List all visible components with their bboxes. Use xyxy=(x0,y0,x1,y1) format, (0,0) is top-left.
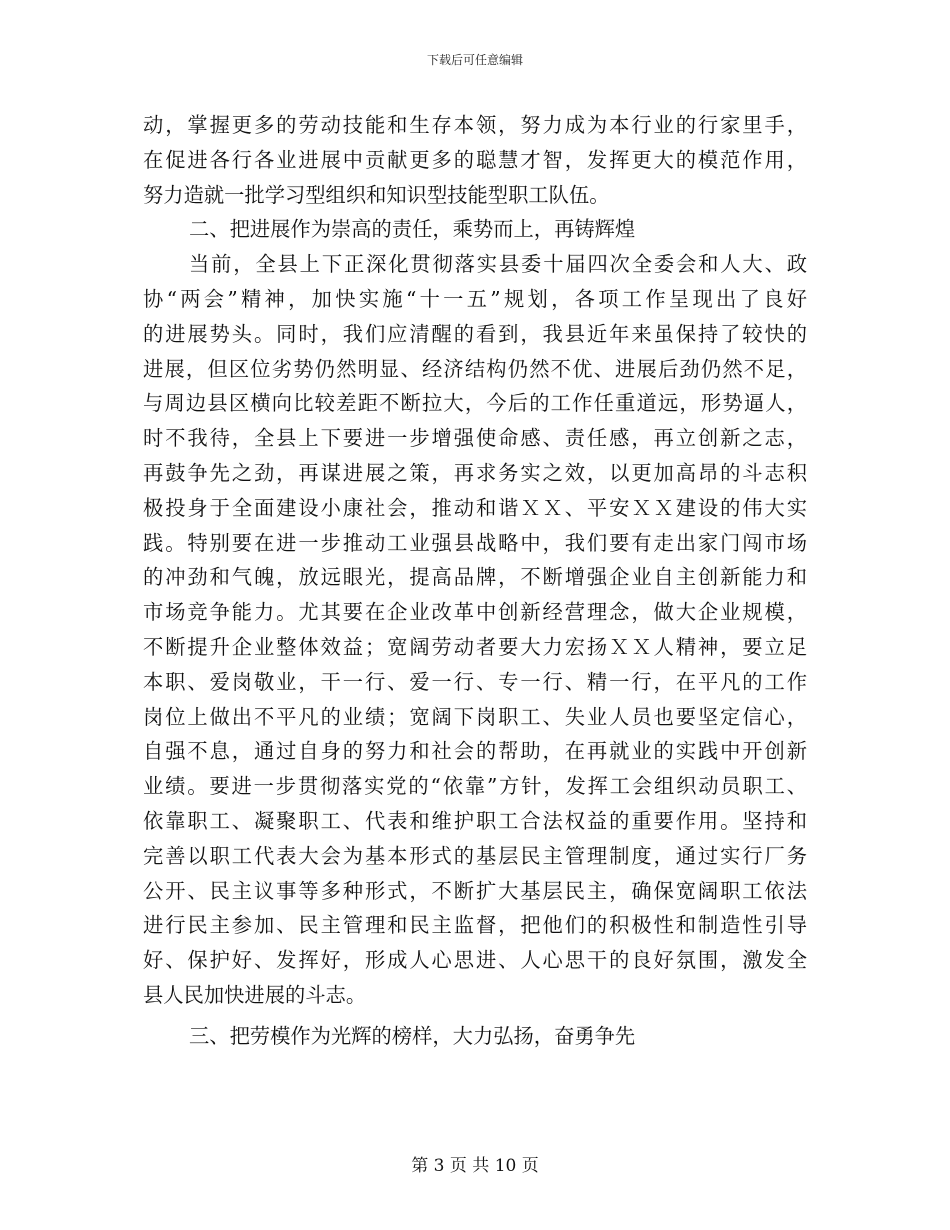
paragraph-line: 践。特别要在进一步推动工业强县战略中，我们要有走出家门闯市场 xyxy=(143,530,807,555)
document-body xyxy=(143,108,807,1054)
paragraph-line: 公开、民主议事等多种形式，不断扩大基层民主，确保宽阔职工依法 xyxy=(143,878,807,903)
paragraph-line: 动，掌握更多的劳动技能和生存本领，努力成为本行业的行家里手， xyxy=(143,113,807,137)
paragraph-line: 进行民主参加、民主管理和民主监督，把他们的积极性和制造性引导 xyxy=(143,913,807,938)
paragraph-line: 好、保护好、发挥好，形成人心思进、人心思干的良好氛围，激发全 xyxy=(143,948,807,973)
paragraph-line: 再鼓争先之劲，再谋进展之策，再求务实之效，以更加高昂的斗志积 xyxy=(143,460,807,485)
paragraph-line: 在促进各行各业进展中贡献更多的聪慧才智，发挥更大的模范作用， xyxy=(143,147,807,172)
paragraph-line: 县人民加快进展的斗志。 xyxy=(143,982,367,1007)
paragraph-line: 市场竞争能力。尤其要在企业改革中创新经营理念，做大企业规模， xyxy=(143,600,807,625)
paragraph-line: 的冲劲和气魄，放远眼光，提高品牌，不断增强企业自主创新能力和 xyxy=(143,565,807,590)
paragraph-line: 自强不息，通过自身的努力和社会的帮助，在再就业的实践中开创新 xyxy=(143,739,807,764)
paragraph-line: 进展，但区位劣势仍然明显、经济结构仍然不优、进展后劲仍然不足， xyxy=(143,356,807,381)
page-header: 下载后可任意编辑 xyxy=(426,53,523,67)
paragraph-line: 极投身于全面建设小康社会，推动和谐ＸＸ、平安ＸＸ建设的伟大实 xyxy=(143,495,807,520)
paragraph-line: 与周边县区横向比较差距不断拉大，今后的工作任重道远，形势逼人， xyxy=(143,391,807,416)
paragraph-line: 协“两会”精神，加快实施“十一五”规划，各项工作呈现出了良好 xyxy=(143,286,807,311)
section-heading: 三、把劳模作为光辉的榜样，大力弘扬，奋勇争先 xyxy=(189,1023,636,1048)
paragraph-line: 当前，全县上下正深化贯彻落实县委十届四次全委会和人大、政 xyxy=(189,252,807,277)
paragraph-line: 的进展势头。同时，我们应清醒的看到，我县近年来虽保持了较快的 xyxy=(143,321,807,346)
paragraph-line: 业绩。要进一步贯彻落实党的“依靠”方针，发挥工会组织动员职工、 xyxy=(143,774,807,799)
paragraph-line: 努力造就一批学习型组织和知识型技能型职工队伍。 xyxy=(143,182,610,207)
paragraph-line: 完善以职工代表大会为基本形式的基层民主管理制度，通过实行厂务 xyxy=(143,843,807,868)
paragraph-line: 不断提升企业整体效益；宽阔劳动者要大力宏扬ＸＸ人精神，要立足 xyxy=(143,634,807,659)
paragraph-line: 本职、爱岗敬业，干一行、爱一行、专一行、精一行，在平凡的工作 xyxy=(143,669,807,694)
paragraph-line: 时不我待，全县上下要进一步增强使命感、责任感，再立创新之志， xyxy=(143,426,807,451)
section-heading: 二、把进展作为崇高的责任，乘势而上，再铸辉煌 xyxy=(189,217,636,242)
page-number: 第 3 页 共 10 页 xyxy=(411,1156,539,1176)
paragraph-line: 依靠职工、凝聚职工、代表和维护职工合法权益的重要作用。坚持和 xyxy=(143,808,807,833)
paragraph-line: 岗位上做出不平凡的业绩；宽阔下岗职工、失业人员也要坚定信心， xyxy=(143,704,807,729)
